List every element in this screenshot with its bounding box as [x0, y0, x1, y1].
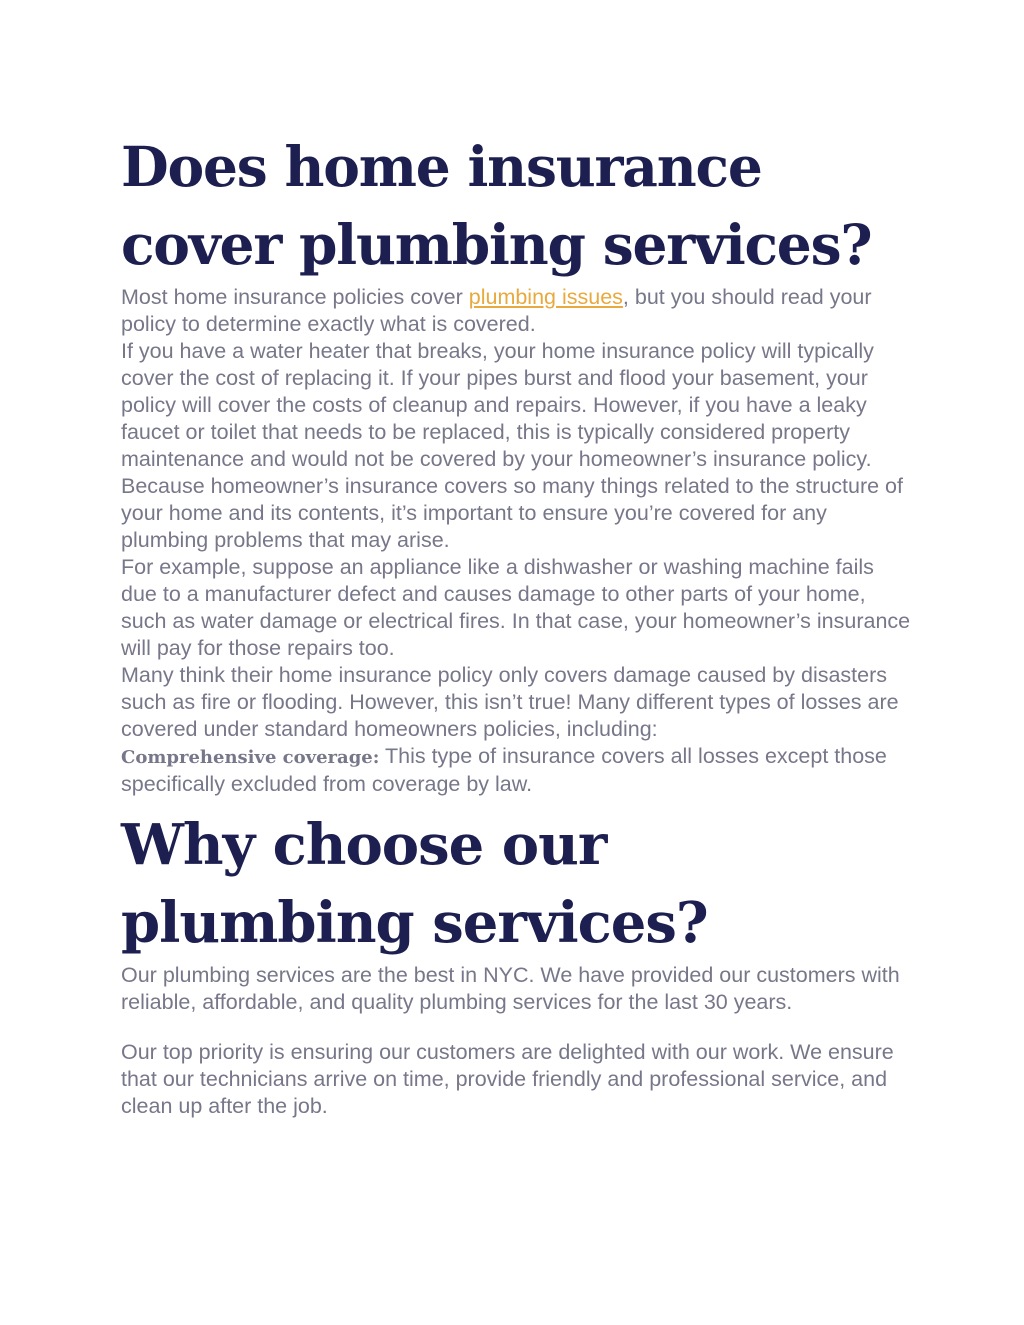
- losses-paragraph: Many think their home insurance policy only covers damage caused by disasters such as fire or flooding. However, this isn’t true! Many different types of losses are covered under standard homeowners policies, including:: [121, 663, 899, 741]
- comprehensive-text: This type of insurance covers all losses except those specifically excluded from coverage by law.: [121, 744, 887, 796]
- plumbing-issues-link[interactable]: plumbing issues: [468, 285, 623, 309]
- page-title: Does home insurance cover plumbing services?: [121, 134, 872, 277]
- section-heading: Why choose our plumbing services?: [121, 812, 708, 956]
- comprehensive-label: Comprehensive coverage:: [121, 747, 380, 768]
- appliance-paragraph: For example, suppose an appliance like a dishwasher or washing machine fails due to a manufacturer defect and causes damage to other parts of your home, such as water damage or electrical fires. In that case, your homeowner’s insurance will pay for those repairs too.: [121, 555, 911, 660]
- comprehensive-paragraph: [121, 743, 911, 798]
- services-paragraph: Our plumbing services are the best in NYC. We have provided our customers with reliable, affordable, and quality plumbing services for the last 30 years.: [121, 963, 900, 1014]
- intro-text-continued: , but you should read your policy to determine exactly what is covered.: [121, 285, 872, 336]
- water-heater-paragraph: If you have a water heater that breaks, your home insurance policy will typically cover the cost of replacing it. If your pipes burst and flood your basement, your policy will cover the costs of cleanup and repairs. However, if you have a leaky faucet or toilet that needs to be replaced, this is typically considered property maintenance and would not be covered by your homeowner’s insurance policy.: [121, 339, 874, 471]
- intro-paragraph: [121, 284, 911, 338]
- document-page: [121, 128, 911, 1120]
- priority-paragraph: Our top priority is ensuring our customers are delighted with our work. We ensure that our technicians arrive on time, provide friendly and professional service, and clean up after the job.: [121, 1040, 894, 1118]
- intro-text: Most home insurance policies cover: [121, 285, 469, 309]
- structure-paragraph: Because homeowner’s insurance covers so many things related to the structure of your home and its contents, it’s important to ensure you’re covered for any plumbing problems that may arise.: [121, 474, 903, 552]
